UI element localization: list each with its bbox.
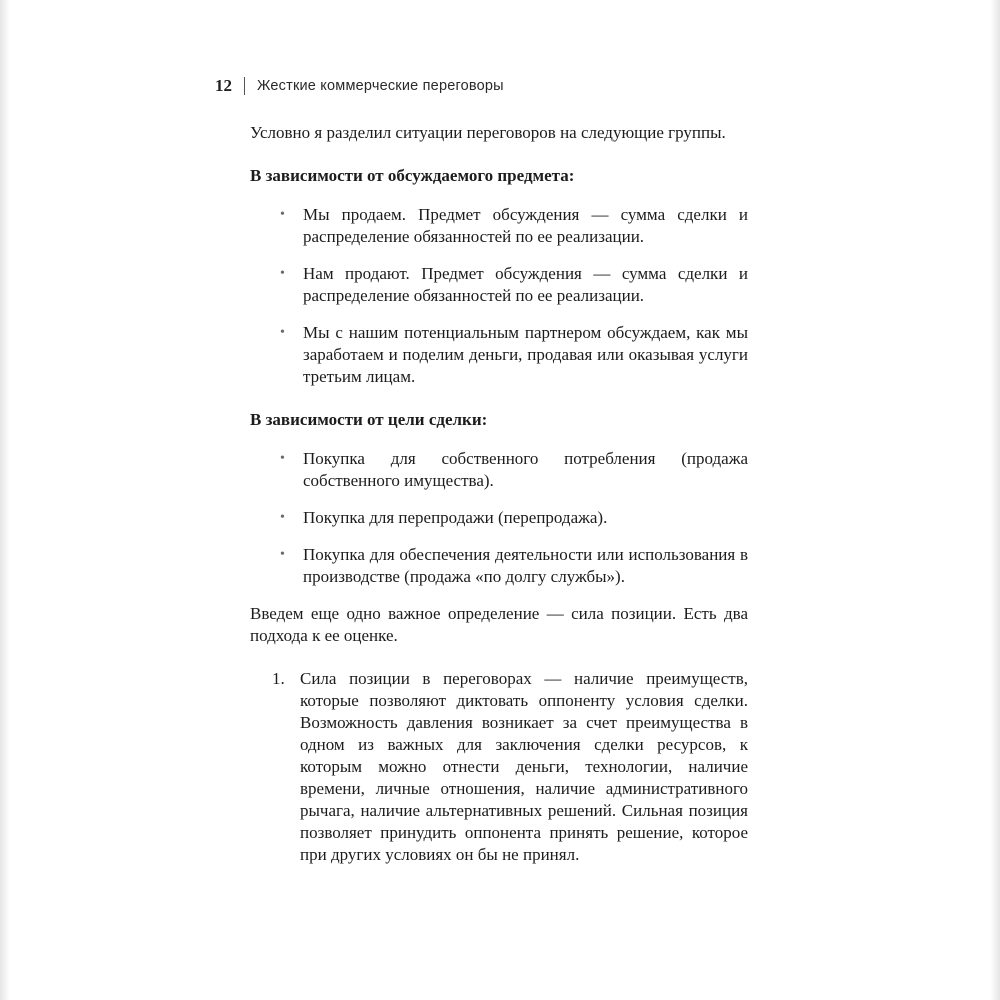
scan-edge-right xyxy=(990,0,1000,1000)
section-heading-goal: В зависимости от цели сделки: xyxy=(250,410,488,429)
running-head-divider xyxy=(244,77,245,95)
scan-edge-left xyxy=(0,0,10,1000)
bullet-text: Покупка для обеспечения деятельности или использования в производстве (продажа «по долгу службы»). xyxy=(303,545,748,586)
bullet-text: Нам продают. Предмет обсуждения — сумма сделки и распределение обязанностей по ее реализации. xyxy=(303,264,748,305)
bullet-text: Мы с нашим потенциальным партнером обсуждаем, как мы заработаем и поделим деньги, продавая или оказывая услуги третьим лицам. xyxy=(303,323,748,386)
bullet-marker: • xyxy=(280,325,285,340)
bullet-item xyxy=(250,448,748,492)
bullet-item xyxy=(250,204,748,248)
running-head xyxy=(215,76,504,96)
bullet-marker: • xyxy=(280,510,285,525)
bullet-text: Мы продаем. Предмет обсуждения — сумма сделки и распределение обязанностей по ее реализации. xyxy=(303,205,748,246)
text-column xyxy=(250,122,748,866)
numbered-text: Сила позиции в переговорах — наличие преимуществ, которые позволяют диктовать оппоненту условия сделки. Возможность давления возникает за счет преимущества в одном из важных для заключения сделки ресурсов, к которым можно отнести деньги, технологии, наличие времени, личные отношения, наличие административного рычага, наличие альтернативных решений. Сильная позиция позволяет принудить оппонента принять решение, которое при других условиях он бы не принял. xyxy=(300,669,748,864)
running-head-title: Жесткие коммерческие переговоры xyxy=(257,78,504,94)
bullet-marker: • xyxy=(280,207,285,222)
bullet-item xyxy=(250,544,748,588)
bullet-marker: • xyxy=(280,547,285,562)
bullet-marker: • xyxy=(280,266,285,281)
page-number: 12 xyxy=(215,76,232,95)
definition-paragraph: Введем еще одно важное определение — сила позиции. Есть два подхода к ее оценке. xyxy=(250,604,748,645)
numbered-item xyxy=(250,668,748,866)
bullet-item xyxy=(250,507,748,529)
bullet-item xyxy=(250,263,748,307)
intro-paragraph: Условно я разделил ситуации переговоров на следующие группы. xyxy=(250,123,726,142)
bullet-item xyxy=(250,322,748,388)
bullet-text: Покупка для собственного потребления (продажа собственного имущества). xyxy=(303,449,748,490)
number-label: 1. xyxy=(272,669,285,688)
bullet-text: Покупка для перепродажи (перепродажа). xyxy=(303,508,608,527)
bullet-marker: • xyxy=(280,451,285,466)
section-heading-subject: В зависимости от обсуждаемого предмета: xyxy=(250,166,575,185)
